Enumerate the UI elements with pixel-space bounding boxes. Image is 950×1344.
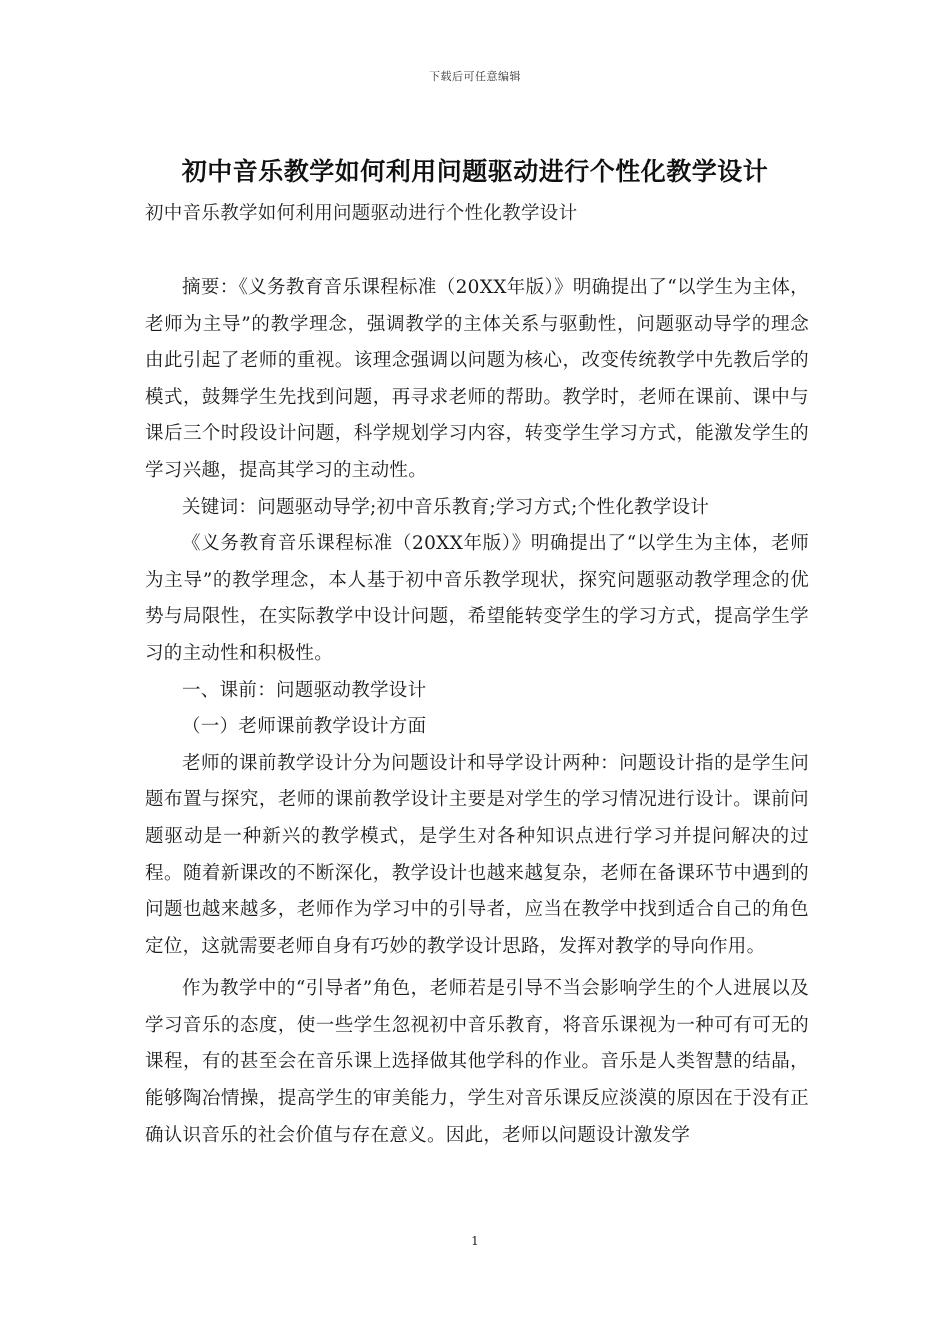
header-note: 下载后可任意编辑 <box>429 70 521 83</box>
intro-paragraph: 《义务教育音乐课程标准（20XX年版）》明确提出了“以学生为主体，老师为主导”的教学理念，本人基于初中音乐教学现状，探究问题驱动教学理念的优势与局限性，在实际教学中设计问题，希望能转变学生的学习方式，提高学生学习的主动性和积极性。 <box>145 533 809 664</box>
page-number: 1 <box>471 1234 479 1248</box>
section-heading-1: 一、课前：问题驱动教学设计 <box>182 679 427 701</box>
body-paragraph-2: 作为教学中的“引导者”角色，老师若是引导不当会影响学生的个人进展以及学习音乐的态度，使一些学生忽视初中音乐教育，将音乐课视为一种可有可无的课程，有的甚至会在音乐课上选择做其他学科的作业。音乐是人类智慧的结晶，能够陶冶情操，提高学生的审美能力，学生对音乐课反应淡漠的原因在于没有正确认识音乐的社会价值与存在意义。因此，老师以问题设计激发学 <box>145 978 809 1146</box>
document-title: 初中音乐教学如何利用问题驱动进行个性化教学设计 <box>181 157 769 186</box>
abstract-paragraph: 摘要：《义务教育音乐课程标准（20XX年版）》明确提出了“以学生为主体，老师为主导”的教学理念，强调教学的主体关系与驱動性，问题驱动导学的理念由此引起了老师的重视。该理念强调以问题为核心，改变传统教学中先教后学的模式，鼓舞学生先找到问题，再寻求老师的帮助。教学时，老师在课前、课中与课后三个时段设计问题，科学规划学习内容，转变学生学习方式，能激发学生的学习兴趣，提高其学习的主动性。 <box>145 277 809 481</box>
subsection-heading-1-1: （一）老师课前教学设计方面 <box>182 716 427 738</box>
document-body <box>145 270 809 1154</box>
body-paragraph-1: 老师的课前教学设计分为问题设计和导学设计两种：问题设计指的是学生问题布置与探究，老师的课前教学设计主要是对学生的学习情况进行设计。课前问题驱动是一种新兴的教学模式，是学生对各种知识点进行学习并提问解决的过程。随着新课改的不断深化，教学设计也越来越复杂，老师在备课环节中遇到的问题也越来越多，老师作为学习中的引导者，应当在教学中找到适合自己的角色定位，这就需要老师自身有巧妙的教学设计思路，发挥对教学的导向作用。 <box>145 752 809 957</box>
document-subtitle: 初中音乐教学如何利用问题驱动进行个性化教学设计 <box>145 203 578 224</box>
keywords-paragraph: 关键词：问题驱动导学;初中音乐教育;学习方式;个性化教学设计 <box>182 496 710 518</box>
